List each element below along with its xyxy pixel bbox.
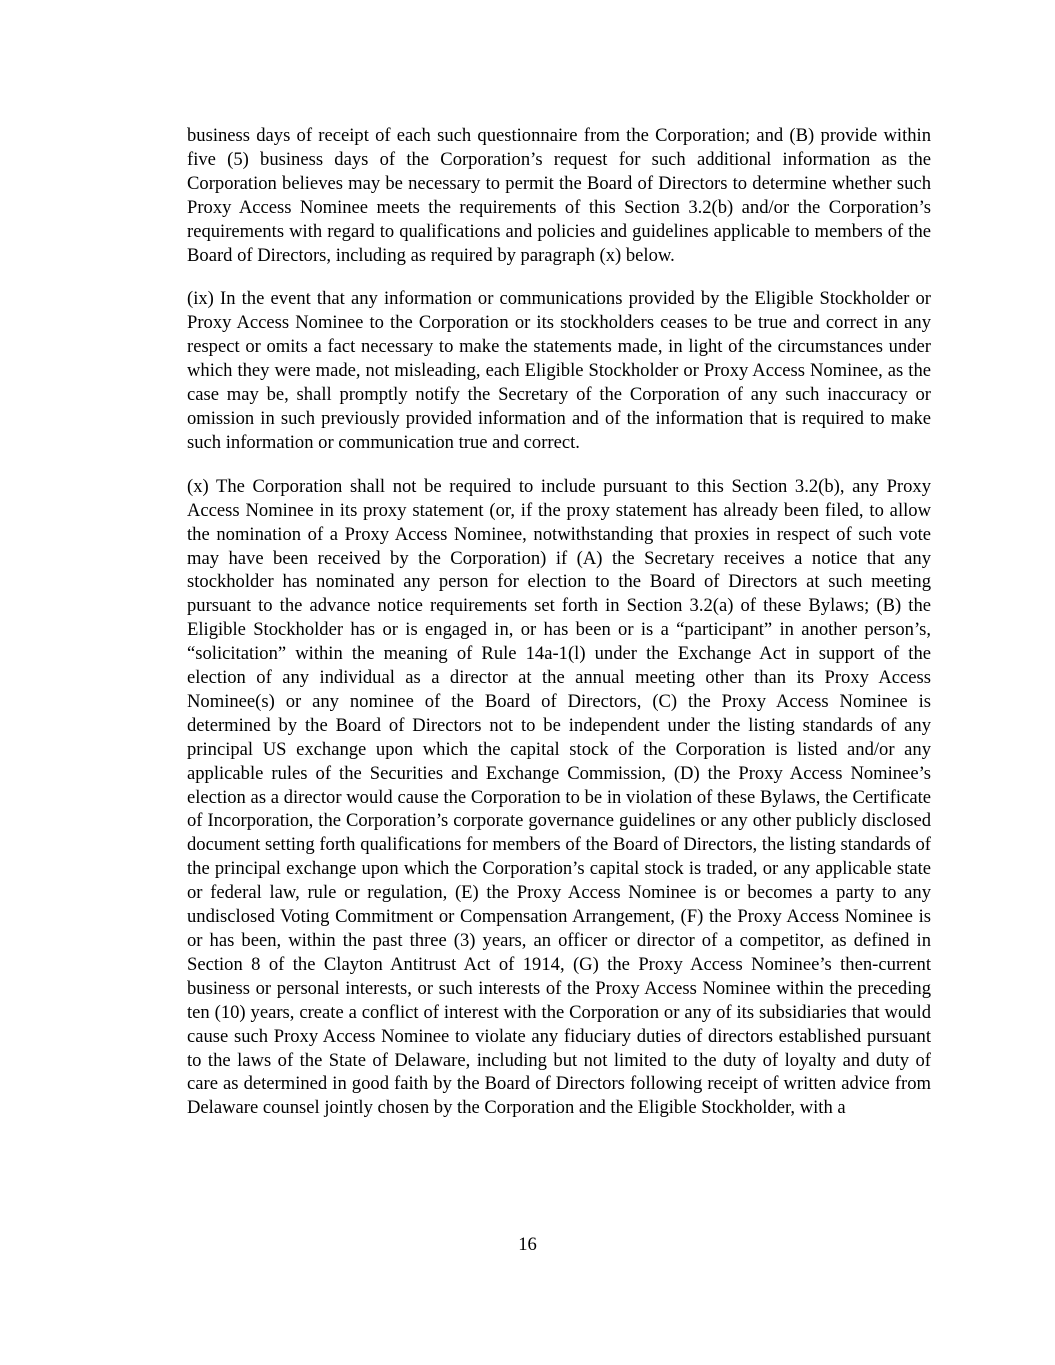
page-number: 16 — [518, 1234, 537, 1255]
paragraph-x: (x) The Corporation shall not be required to include pursuant to this Section 3.2(b), any Proxy Access Nominee in its proxy statement (or, if the proxy statement has already been filed, to allow the nomination of a Proxy Access Nominee, notwithstanding that proxies in respect of such vote may have been received by the Corporation) if (A) the Secretary receives a notice that any stockholder has nominated any person for election to the Board of Directors at such meeting pursuant to the advance notice requirements set forth in Section 3.2(a) of these Bylaws; (B) the Eligible Stockholder has or is engaged in, or has been or is a “participant” in another person’s, “solicitation” within the meaning of Rule 14a-1(l) under the Exchange Act in support of the election of any individual as a director at the annual meeting other than its Proxy Access Nominee(s) or any nominee of the Board of Directors, (C) the Proxy Access Nominee is determined by the Board of Directors not to be independent under the listing standards of any principal US exchange upon which the capital stock of the Corporation is listed and/or any applicable rules of the Securities and Exchange Commission, (D) the Proxy Access Nominee’s election as a director would cause the Corporation to be in violation of these Bylaws, the Certificate of Incorporation, the Corporation’s corporate governance guidelines or any other publicly disclosed document setting forth qualifications for members of the Board of Directors, the listing standards of the principal exchange upon which the Corporation’s capital stock is traded, or any applicable state or federal law, rule or regulation, (E) the Proxy Access Nominee is or becomes a party to any undisclosed Voting Commitment or Compensation Arrangement, (F) the Proxy Access Nominee is or has been, within the past three (3) years, an officer or director of a competitor, as defined in Section 8 of the Clayton Antitrust Act of 1914, (G) the Proxy Access Nominee’s then-current business or personal interests, or such interests of the Proxy Access Nominee within the preceding ten (10) years, create a conflict of interest with the Corporation or any of its subsidiaries that would cause such Proxy Access Nominee to violate any fiduciary duties of directors established pursuant to the laws of the State of Delaware, including but not limited to the duty of loyalty and duty of care as determined in good faith by the Board of Directors following receipt of written advice from Delaware counsel jointly chosen by the Corporation and the Eligible Stockholder, with a — [187, 475, 931, 1119]
document-page — [187, 124, 931, 1140]
paragraph-questionnaire: business days of receipt of each such questionnaire from the Corporation; and (B) provide within five (5) business days of the Corporation’s request for such additional information as the Corporation believes may be necessary to permit the Board of Directors to determine whether such Proxy Access Nominee meets the requirements of this Section 3.2(b) and/or the Corporation’s requirements with regard to qualifications and policies and guidelines applicable to members of the Board of Directors, including as required by paragraph (x) below. — [187, 125, 931, 266]
paragraph-ix: (ix) In the event that any information or communications provided by the Eligible Stockholder or Proxy Access Nominee to the Corporation or its stockholders ceases to be true and correct in any respect or omits a fact necessary to make the statements made, in light of the circumstances under which they were made, not misleading, each Eligible Stockholder or Proxy Access Nominee, as the case may be, shall promptly notify the Secretary of the Corporation of any such inaccuracy or omission in such previously provided information and of the information that is required to make such information or communication true and correct. — [187, 288, 931, 453]
